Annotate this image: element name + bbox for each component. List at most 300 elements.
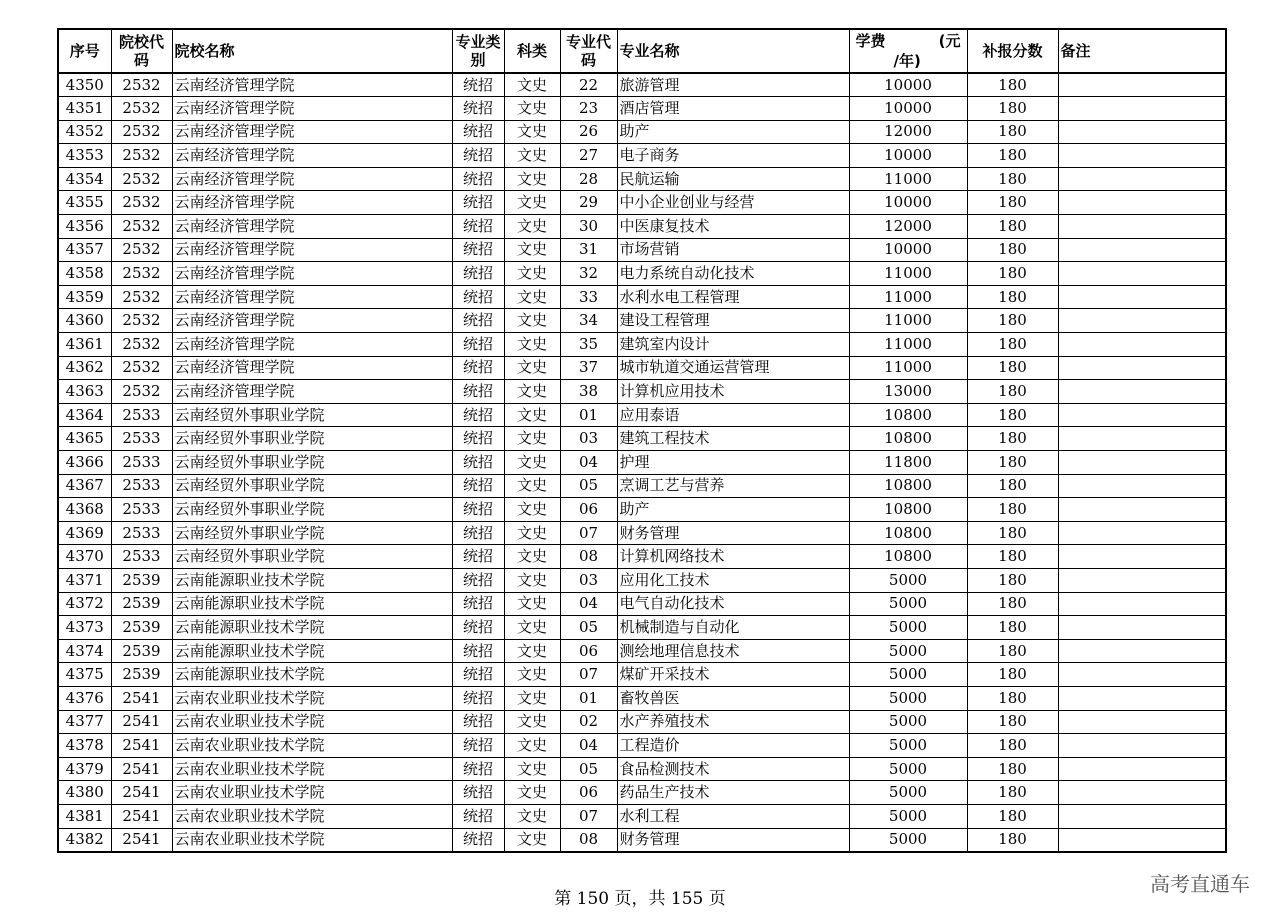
table-row	[58, 403, 1226, 427]
cell-major-name: 药品生产技术	[617, 781, 849, 805]
header-notes: 备注	[1058, 29, 1226, 73]
cell-score: 180	[967, 663, 1058, 687]
cell-seq: 4361	[58, 333, 111, 357]
cell-school-code: 2532	[111, 262, 172, 286]
cell-score: 180	[967, 73, 1058, 97]
cell-subject: 文史	[504, 474, 560, 498]
cell-school-name: 云南经济管理学院	[172, 309, 452, 333]
cell-major-code: 30	[560, 215, 617, 239]
cell-subject: 文史	[504, 403, 560, 427]
cell-major-category: 统招	[452, 427, 504, 451]
cell-tuition: 5000	[849, 663, 967, 687]
cell-seq: 4352	[58, 120, 111, 144]
cell-subject: 文史	[504, 262, 560, 286]
cell-major-name: 电子商务	[617, 144, 849, 168]
cell-seq: 4375	[58, 663, 111, 687]
cell-notes	[1058, 380, 1226, 404]
cell-notes	[1058, 592, 1226, 616]
cell-notes	[1058, 734, 1226, 758]
cell-school-code: 2532	[111, 285, 172, 309]
cell-major-name: 民航运输	[617, 167, 849, 191]
header-tuition-unit-close: /年)	[893, 52, 921, 70]
cell-major-name: 建筑工程技术	[617, 427, 849, 451]
cell-subject: 文史	[504, 616, 560, 640]
cell-score: 180	[967, 498, 1058, 522]
table-header-row	[58, 29, 1226, 73]
cell-score: 180	[967, 380, 1058, 404]
cell-notes	[1058, 356, 1226, 380]
cell-tuition: 11000	[849, 309, 967, 333]
cell-score: 180	[967, 215, 1058, 239]
cell-major-category: 统招	[452, 309, 504, 333]
cell-notes	[1058, 120, 1226, 144]
page-number: 第 150 页，共 155 页	[554, 889, 726, 909]
cell-tuition: 5000	[849, 804, 967, 828]
cell-school-name: 云南能源职业技术学院	[172, 568, 452, 592]
cell-notes	[1058, 545, 1226, 569]
cell-notes	[1058, 167, 1226, 191]
header-seq: 序号	[58, 29, 111, 73]
cell-score: 180	[967, 568, 1058, 592]
cell-seq: 4353	[58, 144, 111, 168]
cell-major-code: 01	[560, 403, 617, 427]
cell-notes	[1058, 451, 1226, 475]
cell-score: 180	[967, 734, 1058, 758]
cell-major-code: 05	[560, 474, 617, 498]
cell-major-category: 统招	[452, 545, 504, 569]
cell-school-name: 云南经济管理学院	[172, 191, 452, 215]
header-tuition	[849, 29, 967, 73]
cell-score: 180	[967, 757, 1058, 781]
cell-school-name: 云南经贸外事职业学院	[172, 521, 452, 545]
cell-score: 180	[967, 545, 1058, 569]
cell-major-category: 统招	[452, 781, 504, 805]
cell-tuition: 10800	[849, 545, 967, 569]
cell-tuition: 12000	[849, 215, 967, 239]
cell-score: 180	[967, 521, 1058, 545]
table-row	[58, 144, 1226, 168]
cell-score: 180	[967, 120, 1058, 144]
cell-school-name: 云南能源职业技术学院	[172, 616, 452, 640]
cell-school-code: 2541	[111, 828, 172, 852]
cell-school-code: 2532	[111, 309, 172, 333]
cell-school-name: 云南农业职业技术学院	[172, 710, 452, 734]
cell-notes	[1058, 568, 1226, 592]
cell-subject: 文史	[504, 734, 560, 758]
cell-major-name: 烹调工艺与营养	[617, 474, 849, 498]
cell-subject: 文史	[504, 710, 560, 734]
table-row	[58, 97, 1226, 121]
cell-school-name: 云南能源职业技术学院	[172, 639, 452, 663]
cell-major-category: 统招	[452, 167, 504, 191]
cell-score: 180	[967, 333, 1058, 357]
table-row	[58, 238, 1226, 262]
cell-major-name: 旅游管理	[617, 73, 849, 97]
cell-seq: 4381	[58, 804, 111, 828]
cell-school-name: 云南农业职业技术学院	[172, 734, 452, 758]
table-row	[58, 73, 1226, 97]
cell-school-name: 云南农业职业技术学院	[172, 757, 452, 781]
cell-notes	[1058, 781, 1226, 805]
cell-score: 180	[967, 262, 1058, 286]
cell-major-name: 酒店管理	[617, 97, 849, 121]
cell-subject: 文史	[504, 309, 560, 333]
table-row	[58, 285, 1226, 309]
cell-major-code: 28	[560, 167, 617, 191]
cell-school-code: 2533	[111, 498, 172, 522]
table-row	[58, 262, 1226, 286]
cell-score: 180	[967, 97, 1058, 121]
cell-notes	[1058, 804, 1226, 828]
cell-subject: 文史	[504, 73, 560, 97]
cell-seq: 4355	[58, 191, 111, 215]
cell-score: 180	[967, 167, 1058, 191]
cell-seq: 4350	[58, 73, 111, 97]
cell-major-name: 机械制造与自动化	[617, 616, 849, 640]
cell-notes	[1058, 403, 1226, 427]
cell-major-category: 统招	[452, 498, 504, 522]
cell-major-code: 22	[560, 73, 617, 97]
cell-seq: 4380	[58, 781, 111, 805]
cell-major-category: 统招	[452, 804, 504, 828]
cell-school-name: 云南经济管理学院	[172, 285, 452, 309]
cell-notes	[1058, 333, 1226, 357]
cell-notes	[1058, 710, 1226, 734]
cell-major-category: 统招	[452, 97, 504, 121]
cell-school-name: 云南经济管理学院	[172, 144, 452, 168]
watermark-text: 高考直通车	[1150, 872, 1250, 896]
cell-subject: 文史	[504, 191, 560, 215]
cell-major-name: 电气自动化技术	[617, 592, 849, 616]
cell-major-name: 煤矿开采技术	[617, 663, 849, 687]
cell-school-code: 2532	[111, 380, 172, 404]
cell-tuition: 5000	[849, 710, 967, 734]
cell-major-code: 23	[560, 97, 617, 121]
table-row	[58, 639, 1226, 663]
cell-subject: 文史	[504, 828, 560, 852]
cell-seq: 4374	[58, 639, 111, 663]
cell-major-code: 06	[560, 498, 617, 522]
table-row	[58, 545, 1226, 569]
cell-tuition: 5000	[849, 734, 967, 758]
cell-score: 180	[967, 309, 1058, 333]
cell-tuition: 11000	[849, 333, 967, 357]
cell-major-name: 水利水电工程管理	[617, 285, 849, 309]
cell-major-code: 04	[560, 734, 617, 758]
cell-school-name: 云南农业职业技术学院	[172, 686, 452, 710]
cell-notes	[1058, 663, 1226, 687]
cell-subject: 文史	[504, 568, 560, 592]
cell-school-code: 2539	[111, 592, 172, 616]
cell-tuition: 12000	[849, 120, 967, 144]
cell-tuition: 10000	[849, 238, 967, 262]
cell-major-name: 计算机应用技术	[617, 380, 849, 404]
cell-seq: 4362	[58, 356, 111, 380]
cell-score: 180	[967, 686, 1058, 710]
cell-seq: 4382	[58, 828, 111, 852]
cell-subject: 文史	[504, 663, 560, 687]
cell-seq: 4369	[58, 521, 111, 545]
table-row	[58, 568, 1226, 592]
cell-tuition: 10800	[849, 498, 967, 522]
cell-school-code: 2533	[111, 427, 172, 451]
cell-score: 180	[967, 781, 1058, 805]
cell-notes	[1058, 686, 1226, 710]
cell-major-category: 统招	[452, 616, 504, 640]
cell-score: 180	[967, 238, 1058, 262]
cell-subject: 文史	[504, 333, 560, 357]
cell-school-name: 云南经贸外事职业学院	[172, 427, 452, 451]
cell-seq: 4376	[58, 686, 111, 710]
cell-school-code: 2532	[111, 167, 172, 191]
cell-school-name: 云南经济管理学院	[172, 333, 452, 357]
header-school-name: 院校名称	[172, 29, 452, 73]
cell-school-name: 云南经济管理学院	[172, 262, 452, 286]
header-major-name: 专业名称	[617, 29, 849, 73]
cell-major-name: 助产	[617, 498, 849, 522]
table-row	[58, 757, 1226, 781]
cell-subject: 文史	[504, 215, 560, 239]
cell-major-name: 水利工程	[617, 804, 849, 828]
admission-table	[57, 28, 1227, 853]
cell-notes	[1058, 498, 1226, 522]
cell-major-category: 统招	[452, 120, 504, 144]
cell-subject: 文史	[504, 451, 560, 475]
cell-subject: 文史	[504, 757, 560, 781]
cell-school-code: 2541	[111, 710, 172, 734]
cell-major-name: 食品检测技术	[617, 757, 849, 781]
cell-school-name: 云南农业职业技术学院	[172, 828, 452, 852]
cell-subject: 文史	[504, 545, 560, 569]
cell-subject: 文史	[504, 521, 560, 545]
cell-major-name: 水产养殖技术	[617, 710, 849, 734]
cell-major-name: 中小企业创业与经营	[617, 191, 849, 215]
cell-seq: 4365	[58, 427, 111, 451]
cell-major-code: 26	[560, 120, 617, 144]
table-row	[58, 828, 1226, 852]
cell-major-category: 统招	[452, 380, 504, 404]
cell-major-code: 32	[560, 262, 617, 286]
cell-school-code: 2533	[111, 474, 172, 498]
cell-tuition: 5000	[849, 781, 967, 805]
header-score: 补报分数	[967, 29, 1058, 73]
cell-major-name: 测绘地理信息技术	[617, 639, 849, 663]
cell-score: 180	[967, 451, 1058, 475]
table-body	[58, 73, 1226, 852]
cell-major-code: 03	[560, 568, 617, 592]
header-major-category: 专业类别	[452, 29, 504, 73]
cell-major-category: 统招	[452, 474, 504, 498]
table-row	[58, 781, 1226, 805]
cell-major-name: 财务管理	[617, 521, 849, 545]
cell-score: 180	[967, 592, 1058, 616]
cell-major-category: 统招	[452, 191, 504, 215]
cell-seq: 4373	[58, 616, 111, 640]
cell-major-category: 统招	[452, 356, 504, 380]
cell-major-category: 统招	[452, 451, 504, 475]
cell-school-name: 云南能源职业技术学院	[172, 663, 452, 687]
cell-tuition: 10800	[849, 427, 967, 451]
cell-major-name: 市场营销	[617, 238, 849, 262]
cell-seq: 4368	[58, 498, 111, 522]
cell-tuition: 5000	[849, 686, 967, 710]
cell-score: 180	[967, 710, 1058, 734]
table-row	[58, 356, 1226, 380]
cell-major-name: 计算机网络技术	[617, 545, 849, 569]
cell-school-code: 2532	[111, 333, 172, 357]
cell-seq: 4356	[58, 215, 111, 239]
cell-major-name: 建筑室内设计	[617, 333, 849, 357]
cell-notes	[1058, 144, 1226, 168]
cell-school-name: 云南农业职业技术学院	[172, 781, 452, 805]
cell-tuition: 11000	[849, 285, 967, 309]
cell-major-category: 统招	[452, 568, 504, 592]
cell-major-name: 电力系统自动化技术	[617, 262, 849, 286]
cell-seq: 4357	[58, 238, 111, 262]
header-tuition-label: 学费	[855, 32, 886, 50]
cell-major-code: 05	[560, 616, 617, 640]
cell-major-code: 05	[560, 757, 617, 781]
cell-school-name: 云南经济管理学院	[172, 120, 452, 144]
cell-subject: 文史	[504, 97, 560, 121]
cell-subject: 文史	[504, 427, 560, 451]
table-row	[58, 663, 1226, 687]
cell-school-code: 2541	[111, 781, 172, 805]
cell-subject: 文史	[504, 356, 560, 380]
cell-tuition: 5000	[849, 592, 967, 616]
cell-notes	[1058, 262, 1226, 286]
cell-major-name: 城市轨道交通运营管理	[617, 356, 849, 380]
cell-school-code: 2532	[111, 215, 172, 239]
cell-notes	[1058, 474, 1226, 498]
cell-tuition: 10800	[849, 474, 967, 498]
table-row	[58, 167, 1226, 191]
cell-seq: 4354	[58, 167, 111, 191]
cell-school-name: 云南经贸外事职业学院	[172, 474, 452, 498]
cell-school-name: 云南经济管理学院	[172, 167, 452, 191]
cell-major-code: 35	[560, 333, 617, 357]
cell-school-code: 2539	[111, 663, 172, 687]
cell-seq: 4351	[58, 97, 111, 121]
cell-subject: 文史	[504, 285, 560, 309]
cell-school-name: 云南经济管理学院	[172, 73, 452, 97]
table-row	[58, 333, 1226, 357]
cell-tuition: 10800	[849, 403, 967, 427]
cell-school-name: 云南经济管理学院	[172, 356, 452, 380]
cell-seq: 4363	[58, 380, 111, 404]
cell-seq: 4358	[58, 262, 111, 286]
cell-major-code: 03	[560, 427, 617, 451]
cell-major-name: 助产	[617, 120, 849, 144]
cell-major-category: 统招	[452, 333, 504, 357]
table-row	[58, 427, 1226, 451]
cell-school-name: 云南经济管理学院	[172, 238, 452, 262]
cell-subject: 文史	[504, 144, 560, 168]
cell-major-code: 06	[560, 781, 617, 805]
cell-major-name: 应用泰语	[617, 403, 849, 427]
cell-major-code: 31	[560, 238, 617, 262]
cell-major-category: 统招	[452, 710, 504, 734]
cell-major-code: 04	[560, 451, 617, 475]
cell-major-name: 财务管理	[617, 828, 849, 852]
cell-tuition: 11800	[849, 451, 967, 475]
cell-major-category: 统招	[452, 238, 504, 262]
cell-tuition: 5000	[849, 568, 967, 592]
cell-major-category: 统招	[452, 73, 504, 97]
cell-tuition: 10000	[849, 191, 967, 215]
cell-school-code: 2539	[111, 568, 172, 592]
cell-school-code: 2539	[111, 616, 172, 640]
table-row	[58, 616, 1226, 640]
cell-notes	[1058, 521, 1226, 545]
cell-major-name: 建设工程管理	[617, 309, 849, 333]
cell-major-category: 统招	[452, 734, 504, 758]
cell-school-name: 云南经济管理学院	[172, 97, 452, 121]
table-row	[58, 521, 1226, 545]
cell-seq: 4370	[58, 545, 111, 569]
cell-major-category: 统招	[452, 215, 504, 239]
cell-seq: 4372	[58, 592, 111, 616]
table-row	[58, 498, 1226, 522]
cell-notes	[1058, 215, 1226, 239]
cell-school-name: 云南经贸外事职业学院	[172, 498, 452, 522]
cell-notes	[1058, 191, 1226, 215]
table-row	[58, 710, 1226, 734]
cell-major-code: 07	[560, 804, 617, 828]
cell-major-name: 畜牧兽医	[617, 686, 849, 710]
cell-subject: 文史	[504, 498, 560, 522]
cell-tuition: 10000	[849, 144, 967, 168]
cell-notes	[1058, 427, 1226, 451]
cell-major-category: 统招	[452, 144, 504, 168]
cell-major-category: 统招	[452, 686, 504, 710]
cell-tuition: 11000	[849, 356, 967, 380]
cell-major-code: 08	[560, 545, 617, 569]
cell-seq: 4378	[58, 734, 111, 758]
cell-school-code: 2533	[111, 403, 172, 427]
cell-major-category: 统招	[452, 521, 504, 545]
cell-major-code: 34	[560, 309, 617, 333]
header-tuition-unit-open: (元	[938, 32, 961, 50]
table-row	[58, 309, 1226, 333]
cell-major-name: 应用化工技术	[617, 568, 849, 592]
cell-notes	[1058, 828, 1226, 852]
cell-tuition: 10000	[849, 97, 967, 121]
cell-school-name: 云南经贸外事职业学院	[172, 403, 452, 427]
cell-score: 180	[967, 616, 1058, 640]
table-row	[58, 804, 1226, 828]
cell-score: 180	[967, 356, 1058, 380]
cell-tuition: 11000	[849, 262, 967, 286]
cell-major-category: 统招	[452, 757, 504, 781]
cell-tuition: 5000	[849, 639, 967, 663]
cell-score: 180	[967, 285, 1058, 309]
cell-major-name: 中医康复技术	[617, 215, 849, 239]
cell-major-name: 护理	[617, 451, 849, 475]
cell-major-code: 06	[560, 639, 617, 663]
cell-school-code: 2541	[111, 757, 172, 781]
table-row	[58, 191, 1226, 215]
cell-subject: 文史	[504, 167, 560, 191]
cell-school-code: 2532	[111, 120, 172, 144]
cell-notes	[1058, 238, 1226, 262]
cell-major-category: 统招	[452, 639, 504, 663]
cell-school-code: 2533	[111, 545, 172, 569]
cell-major-code: 33	[560, 285, 617, 309]
cell-school-name: 云南经贸外事职业学院	[172, 545, 452, 569]
cell-school-code: 2532	[111, 73, 172, 97]
cell-subject: 文史	[504, 781, 560, 805]
